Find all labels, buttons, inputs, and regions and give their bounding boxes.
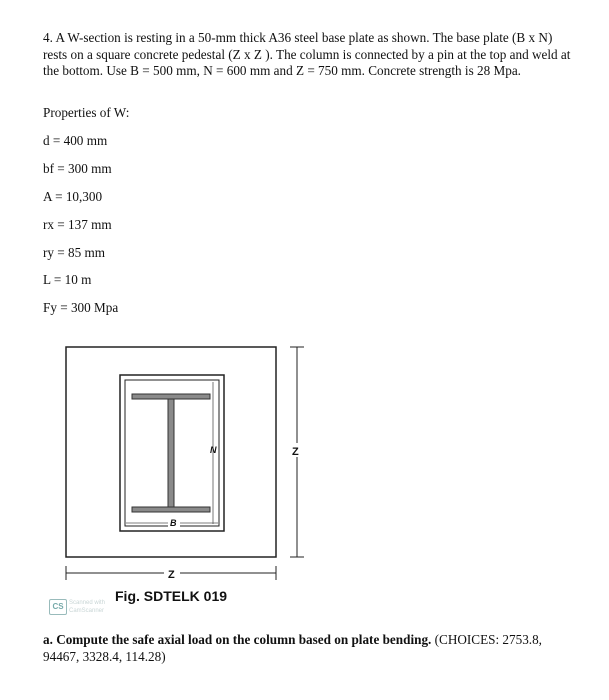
property-d: d = 400 mm	[43, 133, 108, 148]
b-label: B	[170, 518, 177, 528]
w-section-bottom-flange	[132, 507, 210, 512]
property-bf: bf = 300 mm	[43, 161, 112, 176]
watermark-line-1: Scanned with	[69, 600, 106, 606]
camscanner-logo-icon: CS	[49, 599, 67, 615]
question-text: a. Compute the safe axial load on the column based on plate bending.	[43, 632, 432, 647]
n-label: N	[210, 445, 217, 455]
w-section-web	[168, 399, 174, 507]
property-rx: rx = 137 mm	[43, 217, 112, 232]
watermark-line-2: CamScanner	[69, 608, 105, 614]
figure-caption: Fig. SDTELK 019	[115, 588, 228, 604]
property-ry: ry = 85 mm	[43, 245, 106, 260]
z-vertical-label: Z	[292, 446, 299, 458]
properties-title: Properties of W:	[43, 105, 130, 120]
property-a: A = 10,300	[43, 189, 103, 204]
property-l: L = 10 m	[43, 272, 92, 287]
camscanner-watermark	[49, 599, 129, 617]
base-plate-figure	[40, 335, 340, 625]
property-fy: Fy = 300 Mpa	[43, 300, 119, 315]
z-horizontal-label: Z	[168, 569, 175, 581]
question-a	[43, 632, 578, 665]
problem-statement: 4. A W-section is resting in a 50-mm thick A36 steel base plate as shown. The base plate (B x N) rests on a square concrete pedestal (Z x Z ). The column is connected by a pin at the top and weld at the bottom. Use B = 500 mm, N = 600 mm and Z = 750 mm. Concrete strength is 28 Mpa.	[43, 30, 571, 79]
w-section-top-flange	[132, 394, 210, 399]
question-choices: (CHOICES: 2753.8, 94467, 3328.4, 114.28)	[43, 632, 542, 664]
